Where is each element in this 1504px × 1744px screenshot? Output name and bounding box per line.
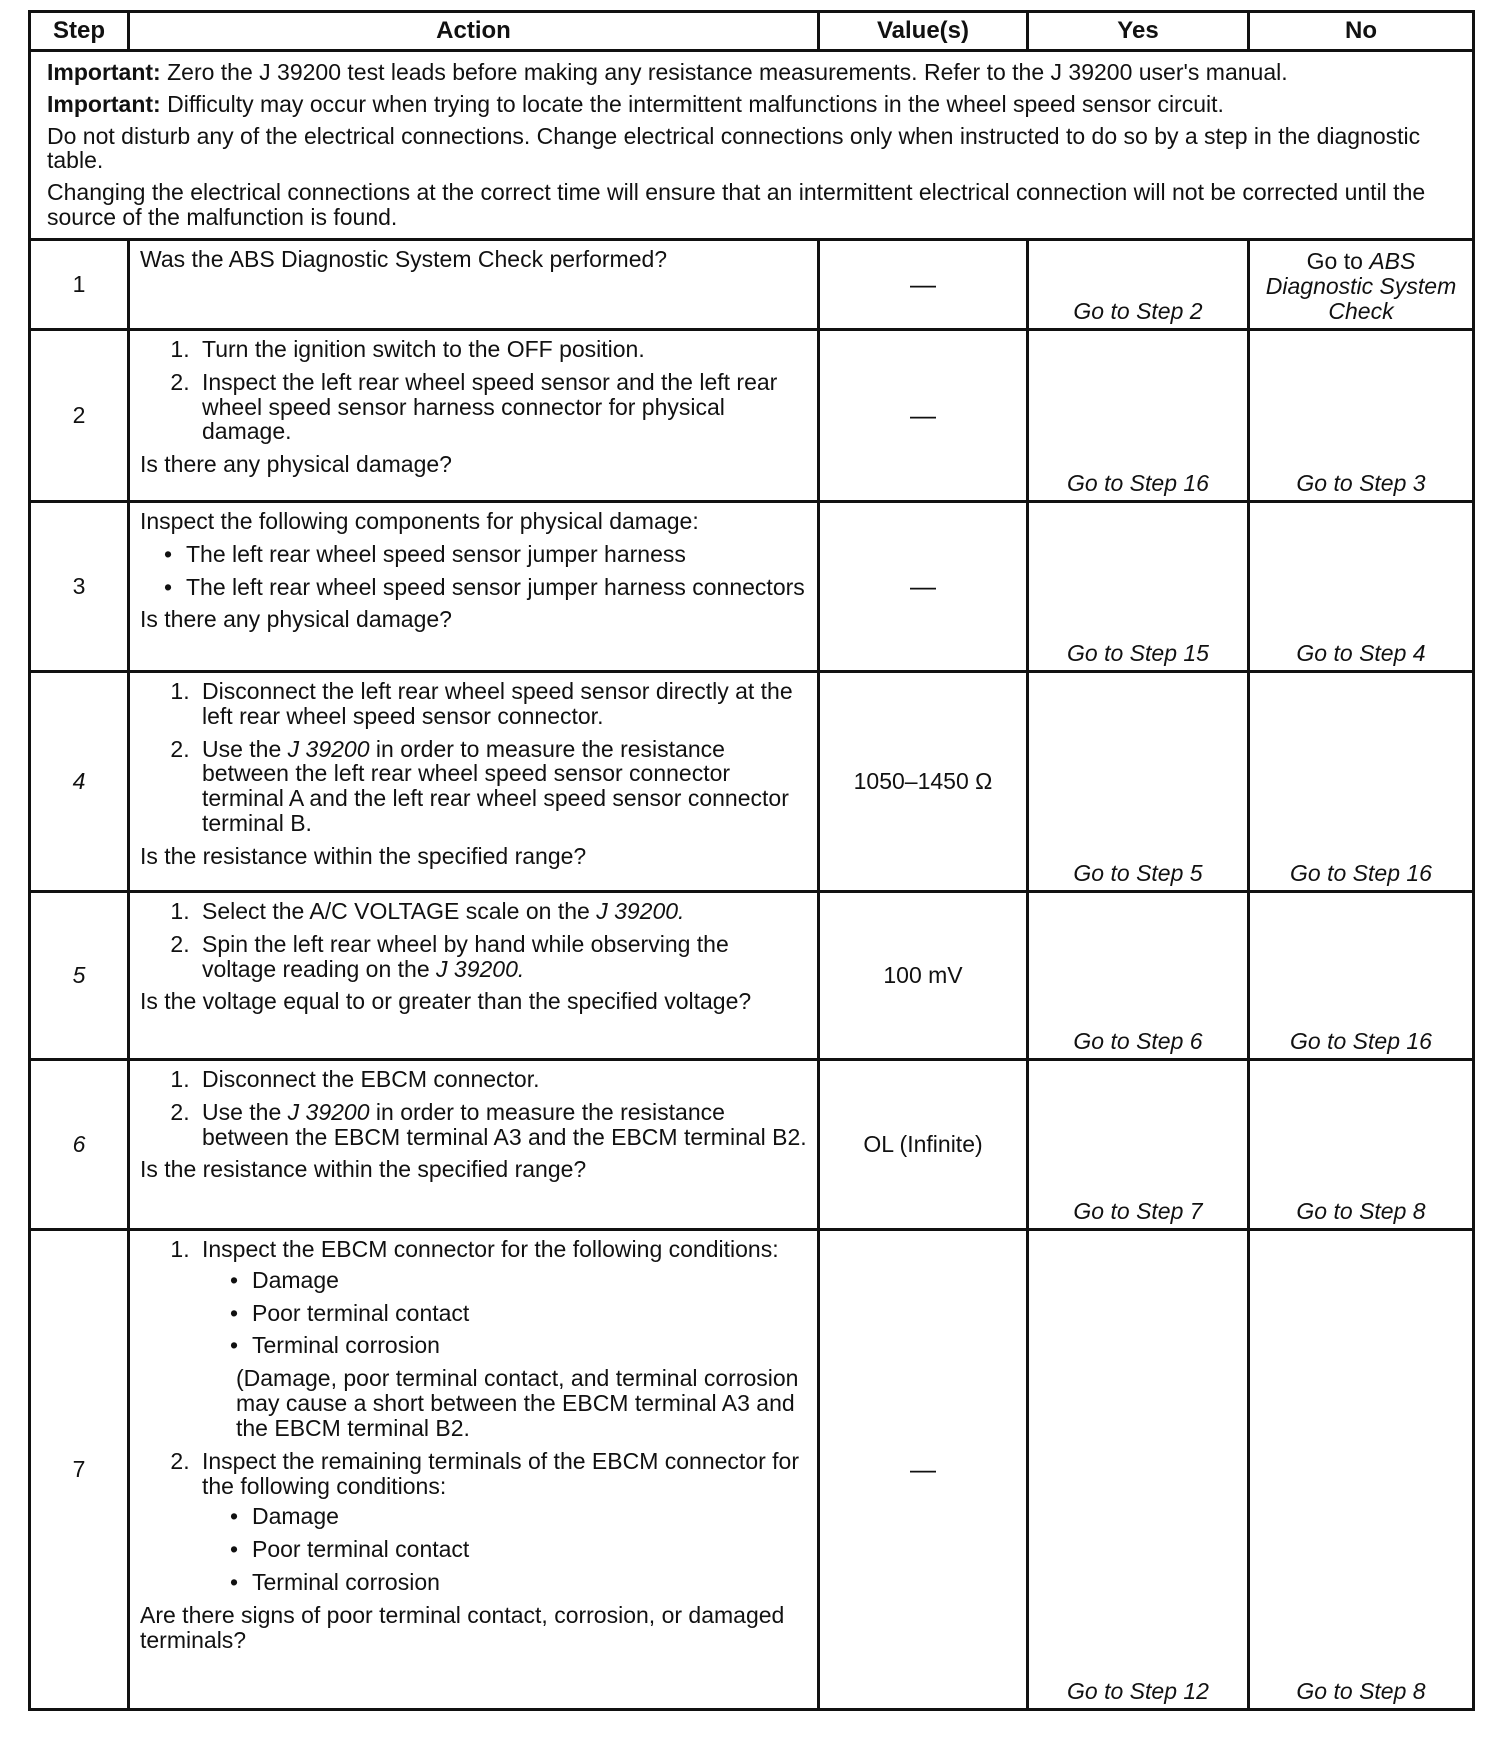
condition-list [202,1268,807,1358]
step-number: 3 [30,501,129,671]
table-row [30,1229,1474,1709]
action-step-item: 1. Disconnect the left rear wheel speed sensor directly at the left rear wheel speed sensor connector. [196,679,807,729]
action-step-item: 2. Inspect the remaining terminals of the EBCM connector for the following conditions: • Damage • Poor terminal contact • Terminal corrosion [196,1449,807,1595]
value-cell: — [819,329,1028,501]
diagnostic-table [28,10,1475,1711]
step-number: 7 [30,1229,129,1709]
header-step: Step [30,12,129,51]
action-question: Is the voltage equal to or greater than the specified voltage? [140,988,752,1015]
action-step-item: 2. Use the J 39200 in order to measure the resistance between the left rear wheel speed sensor connector terminal A and the left rear wheel speed sensor connector terminal B. [196,737,807,836]
component-list [140,542,807,600]
no-cell: Go to Step 16 [1249,891,1474,1059]
action-cell [129,501,819,671]
list-item: • Damage [252,1268,807,1293]
table-row [30,671,1474,891]
tool-name: J 39200. [596,897,685,924]
value-cell: — [819,501,1028,671]
header-row [30,12,1474,51]
action-cell [129,329,819,501]
yes-cell: Go to Step 2 [1028,239,1249,329]
action-steps [140,337,807,444]
list-item: • Poor terminal contact [252,1537,807,1562]
yes-cell: Go to Step 6 [1028,891,1249,1059]
important-note-1: Important: Zero the J 39200 test leads before making any resistance measurements. Refer to the J 39200 user's manual. [47,59,1288,85]
value-cell: 100 mV [819,891,1028,1059]
table-row [30,329,1474,501]
note-3: Do not disturb any of the electrical connections. Change electrical connections only when instructed to do so by a step in the diagnostic table. [47,122,1421,174]
yes-cell: Go to Step 7 [1028,1059,1249,1229]
action-intro: Inspect the following components for physical damage: [140,507,699,534]
list-item: • The left rear wheel speed sensor jumper harness [186,542,807,567]
step-number: 1 [30,239,129,329]
action-step-item: 1. Inspect the EBCM connector for the following conditions: • Damage • Poor terminal contact • Terminal corrosion (Damage, poor terminal contact, and terminal corrosion may cause a short between the EBCM terminal A3 and the EBCM terminal B2. [196,1237,807,1441]
table-row [30,239,1474,329]
action-steps [140,679,807,836]
tool-name: J 39200. [436,955,525,982]
value-cell: OL (Infinite) [819,1059,1028,1229]
tool-name: J 39200 [287,735,370,762]
step-number: 6 [30,1059,129,1229]
action-cell [129,1229,819,1709]
header-no: No [1249,12,1474,51]
no-cell: Go to Step 16 [1249,671,1474,891]
action-question: Is there any physical damage? [140,606,452,633]
table-row [30,501,1474,671]
action-step-item: 2. Inspect the left rear wheel speed sensor and the left rear wheel speed sensor harness connector for physical damage. [196,370,807,444]
list-item: • Damage [252,1504,807,1529]
action-step-item: 1. Turn the ignition switch to the OFF position. [196,337,807,362]
header-action: Action [129,12,819,51]
action-cell [129,1059,819,1229]
action-steps [140,899,807,981]
action-question: Is the resistance within the specified range? [140,1156,587,1183]
notes-cell [30,51,1474,240]
action-cell [129,891,819,1059]
action-steps [140,1067,807,1149]
condition-list [202,1504,807,1594]
action-question: Was the ABS Diagnostic System Check performed? [140,245,668,272]
list-item: • Terminal corrosion [252,1333,807,1358]
table-row [30,1059,1474,1229]
action-cell [129,671,819,891]
notes-row [30,51,1474,240]
no-cell: Go to ABS Diagnostic System Check [1249,239,1474,329]
value-cell: — [819,239,1028,329]
list-item: • Terminal corrosion [252,1570,807,1595]
no-cell: Go to Step 3 [1249,329,1474,501]
value-cell: 1050–1450 Ω [819,671,1028,891]
action-step-item: 2. Spin the left rear wheel by hand while observing the voltage reading on the J 39200. [196,932,807,982]
yes-cell: Go to Step 5 [1028,671,1249,891]
note-4: Changing the electrical connections at the correct time will ensure that an intermittent electrical connection will not be corrected until the source of the malfunction is found. [47,179,1426,231]
yes-cell: Go to Step 16 [1028,329,1249,501]
no-cell: Go to Step 8 [1249,1229,1474,1709]
action-step-item: 1. Select the A/C VOLTAGE scale on the J 39200. [196,899,807,924]
no-cell: Go to Step 8 [1249,1059,1474,1229]
action-question: Are there signs of poor terminal contact, corrosion, or damaged terminals? [140,1601,785,1653]
list-item: • Poor terminal contact [252,1301,807,1326]
action-question: Is there any physical damage? [140,451,452,478]
step-number: 5 [30,891,129,1059]
action-cell [129,239,819,329]
yes-cell: Go to Step 12 [1028,1229,1249,1709]
yes-cell: Go to Step 15 [1028,501,1249,671]
important-note-2: Important: Difficulty may occur when trying to locate the intermittent malfunctions in the wheel speed sensor circuit. [47,90,1224,117]
step-number: 4 [30,671,129,891]
table-row [30,891,1474,1059]
diagnostic-check-link: ABS Diagnostic System Check [1265,247,1457,324]
header-yes: Yes [1028,12,1249,51]
action-step-item: 2. Use the J 39200 in order to measure the resistance between the EBCM terminal A3 and the EBCM terminal B2. [196,1100,807,1150]
tool-name: J 39200 [287,1098,370,1125]
value-cell: — [819,1229,1028,1709]
no-cell: Go to Step 4 [1249,501,1474,671]
action-step-item: 1. Disconnect the EBCM connector. [196,1067,807,1092]
header-value: Value(s) [819,12,1028,51]
list-item: • The left rear wheel speed sensor jumper harness connectors [186,575,807,600]
action-question: Is the resistance within the specified range? [140,842,587,869]
step-number: 2 [30,329,129,501]
action-subnote: (Damage, poor terminal contact, and terminal corrosion may cause a short between the EBCM terminal A3 and the EBCM terminal B2. [236,1365,799,1441]
action-steps [140,1237,807,1595]
